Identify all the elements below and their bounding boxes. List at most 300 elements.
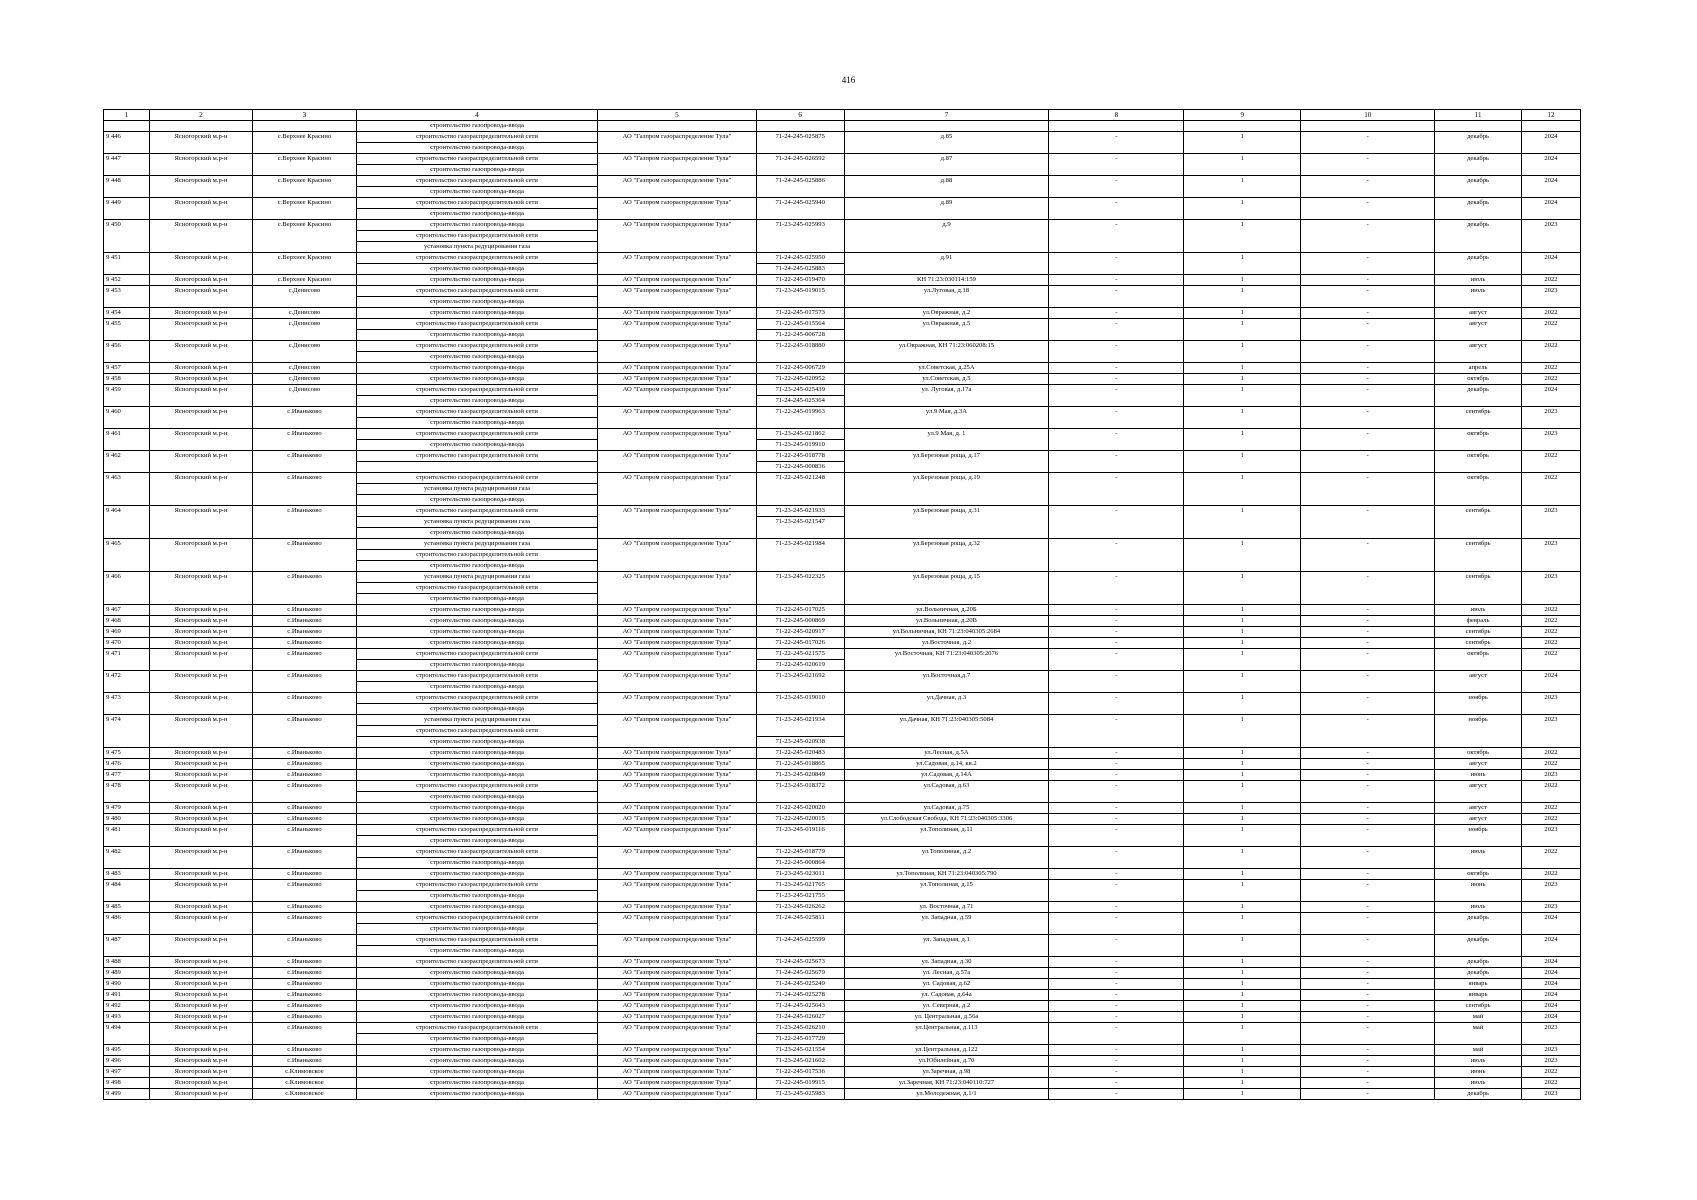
work-type-cell: строительство газопровода-ввода [356, 308, 597, 319]
count-cell: 1 [1184, 1012, 1301, 1023]
registry-number-cell [756, 583, 844, 594]
work-type-cell: строительство газопровода-ввода [356, 528, 597, 539]
year-cell: 2024 [1521, 957, 1580, 968]
page-number: 416 [841, 75, 856, 85]
registry-number-cell: 71-22-245-018880 [756, 341, 844, 352]
work-type-cell: строительство газопровода-ввода [356, 990, 597, 1001]
empty-cell [104, 121, 150, 132]
organization-cell: АО "Газпром газораспределение Тула" [598, 154, 757, 176]
count-cell: 1 [1184, 770, 1301, 781]
month-cell: май [1435, 1045, 1522, 1056]
year-cell: 2023 [1521, 572, 1580, 605]
registry-number-cell [756, 836, 844, 847]
settlement-cell: с.Иваньково [252, 616, 356, 627]
registry-number-cell [756, 550, 844, 561]
settlement-cell: с.Климовское [252, 1078, 356, 1089]
dash-cell: - [1301, 1056, 1435, 1067]
settlement-cell: с.Денисово [252, 319, 356, 341]
table-row [104, 638, 1581, 649]
registry-number-cell [756, 418, 844, 429]
table-row [104, 1012, 1581, 1023]
address-cell: ул.Тополиная, д.11 [844, 825, 1049, 847]
year-cell: 2024 [1521, 968, 1580, 979]
table-row [104, 913, 1581, 924]
registry-number-cell: 71-22-245-006729 [756, 363, 844, 374]
month-cell: октябрь [1435, 429, 1522, 451]
settlement-cell: с.Иваньково [252, 407, 356, 429]
count-cell: 1 [1184, 814, 1301, 825]
organization-cell: АО "Газпром газораспределение Тула" [598, 627, 757, 638]
work-type-cell: строительство газопровода-ввода [356, 836, 597, 847]
work-type-cell: строительство газопровода-ввода [356, 858, 597, 869]
organization-cell: АО "Газпром газораспределение Тула" [598, 935, 757, 957]
dash-cell: - [1049, 638, 1184, 649]
row-number-cell: 9 495 [104, 1045, 150, 1056]
dash-cell: - [1301, 176, 1435, 198]
district-cell: Ясногорский м.р-н [150, 308, 253, 319]
organization-cell: АО "Газпром газораспределение Тула" [598, 847, 757, 869]
work-type-cell: строительство газораспределительной сети [356, 506, 597, 517]
work-type-cell: строительство газопровода-ввода [356, 1034, 597, 1045]
row-number-cell: 9 455 [104, 319, 150, 341]
registry-number-cell [756, 297, 844, 308]
district-cell: Ясногорский м.р-н [150, 451, 253, 473]
dash-cell: - [1049, 132, 1184, 154]
district-cell: Ясногорский м.р-н [150, 770, 253, 781]
dash-cell: - [1049, 957, 1184, 968]
work-type-cell: строительство газопровода-ввода [356, 374, 597, 385]
registry-number-cell: 71-23-245-020849 [756, 770, 844, 781]
organization-cell: АО "Газпром газораспределение Тула" [598, 913, 757, 935]
row-number-cell: 9 491 [104, 990, 150, 1001]
address-cell: ул.Березовая роща, д.31 [844, 506, 1049, 539]
month-cell: декабрь [1435, 935, 1522, 957]
row-number-cell: 9 479 [104, 803, 150, 814]
dash-cell: - [1049, 1001, 1184, 1012]
registry-number-cell [756, 561, 844, 572]
organization-cell: АО "Газпром газораспределение Тула" [598, 671, 757, 693]
registry-number-cell: 71-22-245-015564 [756, 319, 844, 330]
work-type-cell: строительство газопровода-ввода [356, 616, 597, 627]
registry-number-cell: 71-22-245-020020 [756, 803, 844, 814]
address-cell: ул.Молодежная, д.1/1 [844, 1089, 1049, 1100]
work-type-cell: строительство газораспределительной сети [356, 847, 597, 858]
column-number: 4 [356, 110, 597, 121]
work-type-cell: строительство газопровода-ввода [356, 979, 597, 990]
row-number-cell: 9 452 [104, 275, 150, 286]
address-cell: ул.Березовая роща, д.17 [844, 451, 1049, 473]
year-cell: 2022 [1521, 748, 1580, 759]
work-type-cell: строительство газораспределительной сети [356, 957, 597, 968]
dash-cell: - [1049, 451, 1184, 473]
year-cell: 2022 [1521, 759, 1580, 770]
dash-cell: - [1301, 869, 1435, 880]
district-cell: Ясногорский м.р-н [150, 825, 253, 847]
count-cell: 1 [1184, 363, 1301, 374]
count-cell: 1 [1184, 572, 1301, 605]
row-number-cell: 9 459 [104, 385, 150, 407]
work-type-cell: строительство газораспределительной сети [356, 429, 597, 440]
dash-cell: - [1049, 880, 1184, 902]
address-cell: ул.Вольничная, д.20В [844, 616, 1049, 627]
table-row [104, 781, 1581, 792]
year-cell: 2022 [1521, 616, 1580, 627]
row-number-cell: 9 482 [104, 847, 150, 869]
work-type-cell: строительство газораспределительной сети [356, 913, 597, 924]
year-cell: 2022 [1521, 374, 1580, 385]
registry-number-cell: 71-24-245-025249 [756, 979, 844, 990]
count-cell: 1 [1184, 132, 1301, 154]
address-cell: ул. Восточная, д.71 [844, 902, 1049, 913]
settlement-cell: с.Верхнее Красино [252, 154, 356, 176]
organization-cell: АО "Газпром газораспределение Тула" [598, 308, 757, 319]
count-cell: 1 [1184, 286, 1301, 308]
organization-cell: АО "Газпром газораспределение Тула" [598, 979, 757, 990]
row-number-cell: 9 465 [104, 539, 150, 572]
dash-cell: - [1301, 407, 1435, 429]
address-cell: ул.Дачная, д.3 [844, 693, 1049, 715]
row-number-cell: 9 478 [104, 781, 150, 803]
organization-cell: АО "Газпром газораспределение Тула" [598, 869, 757, 880]
count-cell: 1 [1184, 451, 1301, 473]
district-cell: Ясногорский м.р-н [150, 220, 253, 253]
registry-number-cell: 71-22-245-017026 [756, 638, 844, 649]
settlement-cell: с.Иваньково [252, 1045, 356, 1056]
count-cell: 1 [1184, 341, 1301, 363]
table-row [104, 715, 1581, 726]
organization-cell: АО "Газпром газораспределение Тула" [598, 748, 757, 759]
dash-cell: - [1301, 1078, 1435, 1089]
table-row [104, 319, 1581, 330]
organization-cell: АО "Газпром газораспределение Тула" [598, 759, 757, 770]
dash-cell: - [1049, 1023, 1184, 1045]
dash-cell: - [1301, 1001, 1435, 1012]
month-cell: декабрь [1435, 176, 1522, 198]
year-cell: 2023 [1521, 429, 1580, 451]
work-type-cell: строительство газораспределительной сети [356, 176, 597, 187]
work-type-cell: строительство газораспределительной сети [356, 451, 597, 462]
registry-number-cell: 71-23-245-021547 [756, 517, 844, 528]
count-cell: 1 [1184, 825, 1301, 847]
work-type-cell: строительство газораспределительной сети [356, 1023, 597, 1034]
table-row [104, 176, 1581, 187]
district-cell: Ясногорский м.р-н [150, 902, 253, 913]
year-cell: 2023 [1521, 407, 1580, 429]
month-cell: июнь [1435, 1067, 1522, 1078]
empty-cell [150, 121, 253, 132]
month-cell: август [1435, 671, 1522, 693]
district-cell: Ясногорский м.р-н [150, 407, 253, 429]
settlement-cell: с.Иваньково [252, 649, 356, 671]
district-cell: Ясногорский м.р-н [150, 275, 253, 286]
registry-number-cell: 71-22-245-017729 [756, 1034, 844, 1045]
month-cell: май [1435, 1023, 1522, 1045]
dash-cell: - [1301, 220, 1435, 253]
count-cell: 1 [1184, 319, 1301, 341]
district-cell: Ясногорский м.р-н [150, 429, 253, 451]
organization-cell: АО "Газпром газораспределение Тула" [598, 990, 757, 1001]
district-cell: Ясногорский м.р-н [150, 473, 253, 506]
month-cell: июль [1435, 275, 1522, 286]
table-row [104, 616, 1581, 627]
registry-number-cell: 71-22-245-020917 [756, 627, 844, 638]
count-cell: 1 [1184, 506, 1301, 539]
row-number-cell: 9 489 [104, 968, 150, 979]
address-cell: ул.Восточная, КН 71:23:040305:2076 [844, 649, 1049, 671]
row-number-cell: 9 487 [104, 935, 150, 957]
registry-number-cell: 71-24-245-026592 [756, 154, 844, 165]
registry-number-cell: 71-23-245-025983 [756, 1089, 844, 1100]
row-number-cell: 9 496 [104, 1056, 150, 1067]
empty-cell [1521, 121, 1580, 132]
dash-cell: - [1049, 847, 1184, 869]
dash-cell: - [1301, 770, 1435, 781]
dash-cell: - [1049, 374, 1184, 385]
dash-cell: - [1301, 506, 1435, 539]
work-type-cell: строительство газопровода-ввода [356, 891, 597, 902]
settlement-cell: с.Денисово [252, 286, 356, 308]
address-cell: ул.Луговая, д.18 [844, 286, 1049, 308]
column-number: 7 [844, 110, 1049, 121]
dash-cell: - [1049, 275, 1184, 286]
address-cell: ул.Вольничная, д.20Б [844, 605, 1049, 616]
month-cell: июль [1435, 1078, 1522, 1089]
year-cell: 2024 [1521, 979, 1580, 990]
settlement-cell: с.Иваньково [252, 803, 356, 814]
row-number-cell: 9 461 [104, 429, 150, 451]
dash-cell: - [1049, 781, 1184, 803]
year-cell: 2023 [1521, 880, 1580, 902]
registry-number-cell: 71-23-245-025439 [756, 385, 844, 396]
district-cell: Ясногорский м.р-н [150, 605, 253, 616]
month-cell: август [1435, 814, 1522, 825]
month-cell: декабрь [1435, 968, 1522, 979]
organization-cell: АО "Газпром газораспределение Тула" [598, 825, 757, 847]
month-cell: август [1435, 341, 1522, 363]
month-cell: июль [1435, 1056, 1522, 1067]
district-cell: Ясногорский м.р-н [150, 253, 253, 275]
count-cell: 1 [1184, 979, 1301, 990]
work-type-cell: строительство газопровода-ввода [356, 660, 597, 671]
year-cell: 2024 [1521, 671, 1580, 693]
dash-cell: - [1049, 1056, 1184, 1067]
column-number: 3 [252, 110, 356, 121]
table-row [104, 385, 1581, 396]
registry-number-cell: 71-24-245-025599 [756, 935, 844, 946]
registry-number-cell: 71-23-245-018372 [756, 781, 844, 792]
dash-cell: - [1049, 869, 1184, 880]
address-cell: ул.Вольничная, КН 71:23:040305:2684 [844, 627, 1049, 638]
work-type-cell: строительство газопровода-ввода [356, 165, 597, 176]
year-cell: 2023 [1521, 693, 1580, 715]
organization-cell: АО "Газпром газораспределение Тула" [598, 407, 757, 429]
address-cell: ул.9 Мая, д. 1 [844, 429, 1049, 451]
work-type-cell: установка пункта редуцирования газа [356, 517, 597, 528]
year-cell: 2022 [1521, 341, 1580, 363]
dash-cell: - [1301, 341, 1435, 363]
dash-cell: - [1049, 770, 1184, 781]
count-cell: 1 [1184, 198, 1301, 220]
dash-cell: - [1049, 341, 1184, 363]
dash-cell: - [1301, 539, 1435, 572]
month-cell: июнь [1435, 880, 1522, 902]
table-row [104, 308, 1581, 319]
work-type-cell: строительство газораспределительной сети [356, 385, 597, 396]
row-number-cell: 9 456 [104, 341, 150, 363]
work-type-cell: строительство газопровода-ввода [356, 275, 597, 286]
count-cell: 1 [1184, 957, 1301, 968]
work-type-cell: строительство газораспределительной сети [356, 253, 597, 264]
registry-number-cell: 71-23-245-019910 [756, 440, 844, 451]
row-number-cell: 9 448 [104, 176, 150, 198]
dash-cell: - [1049, 627, 1184, 638]
row-number-cell: 9 447 [104, 154, 150, 176]
count-cell: 1 [1184, 638, 1301, 649]
registry-number-cell: 71-22-245-006728 [756, 330, 844, 341]
district-cell: Ясногорский м.р-н [150, 319, 253, 341]
year-cell: 2022 [1521, 319, 1580, 341]
count-cell: 1 [1184, 715, 1301, 748]
registry-number-cell: 71-23-245-021755 [756, 891, 844, 902]
month-cell: октябрь [1435, 649, 1522, 671]
empty-cell [756, 121, 844, 132]
organization-cell: АО "Газпром газораспределение Тула" [598, 1045, 757, 1056]
registry-number-cell: 71-23-245-021554 [756, 1045, 844, 1056]
registry-number-cell: 71-23-245-021692 [756, 671, 844, 682]
count-cell: 1 [1184, 176, 1301, 198]
work-type-cell: строительство газопровода-ввода [356, 748, 597, 759]
table-row [104, 1001, 1581, 1012]
dash-cell: - [1301, 363, 1435, 374]
table-row [104, 902, 1581, 913]
count-cell: 1 [1184, 539, 1301, 572]
count-cell: 1 [1184, 1001, 1301, 1012]
district-cell: Ясногорский м.р-н [150, 1012, 253, 1023]
work-type-cell: строительство газопровода-ввода [356, 187, 597, 198]
settlement-cell: с.Иваньково [252, 781, 356, 803]
table-row [104, 748, 1581, 759]
month-cell: сентябрь [1435, 407, 1522, 429]
row-number-cell: 9 476 [104, 759, 150, 770]
dash-cell: - [1049, 671, 1184, 693]
column-number: 11 [1435, 110, 1522, 121]
registry-number-cell: 71-23-245-019010 [756, 693, 844, 704]
dash-cell: - [1049, 1045, 1184, 1056]
district-cell: Ясногорский м.р-н [150, 880, 253, 902]
work-type-cell: строительство газораспределительной сети [356, 880, 597, 891]
registry-number-cell: 71-23-245-023011 [756, 869, 844, 880]
count-cell: 1 [1184, 990, 1301, 1001]
dash-cell: - [1301, 374, 1435, 385]
count-cell: 1 [1184, 902, 1301, 913]
district-cell: Ясногорский м.р-н [150, 374, 253, 385]
settlement-cell: с.Иваньково [252, 990, 356, 1001]
district-cell: Ясногорский м.р-н [150, 363, 253, 374]
row-number-cell: 9 460 [104, 407, 150, 429]
address-cell: ул.Центральная, д.113 [844, 1023, 1049, 1045]
count-cell: 1 [1184, 429, 1301, 451]
month-cell: сентябрь [1435, 539, 1522, 572]
work-type-cell: строительство газораспределительной сети [356, 550, 597, 561]
work-type-cell: строительство газораспределительной сети [356, 693, 597, 704]
settlement-cell: с.Климовское [252, 1067, 356, 1078]
count-cell: 1 [1184, 935, 1301, 957]
year-cell: 2022 [1521, 363, 1580, 374]
registry-number-cell: 71-22-245-018865 [756, 759, 844, 770]
address-cell: ул.Юбилейная, д.70 [844, 1056, 1049, 1067]
count-cell: 1 [1184, 1023, 1301, 1045]
row-number-cell: 9 480 [104, 814, 150, 825]
year-cell: 2022 [1521, 451, 1580, 473]
settlement-cell: с.Верхнее Красино [252, 275, 356, 286]
organization-cell: АО "Газпром газораспределение Тула" [598, 1001, 757, 1012]
table-row [104, 935, 1581, 946]
registry-number-cell: 71-23-245-019116 [756, 825, 844, 836]
year-cell: 2022 [1521, 638, 1580, 649]
organization-cell: АО "Газпром газораспределение Тула" [598, 319, 757, 341]
work-type-cell: строительство газораспределительной сети [356, 154, 597, 165]
table-row [104, 825, 1581, 836]
row-number-cell: 9 488 [104, 957, 150, 968]
organization-cell: АО "Газпром газораспределение Тула" [598, 451, 757, 473]
row-number-cell: 9 466 [104, 572, 150, 605]
registry-number-cell: 71-22-245-017536 [756, 1067, 844, 1078]
work-type-cell [356, 462, 597, 473]
count-cell: 1 [1184, 275, 1301, 286]
table-row [104, 770, 1581, 781]
empty-cell [844, 121, 1049, 132]
registry-number-cell: 71-22-245-019963 [756, 407, 844, 418]
organization-cell: АО "Газпром газораспределение Тула" [598, 880, 757, 902]
count-cell: 1 [1184, 1067, 1301, 1078]
organization-cell: АО "Газпром газораспределение Тула" [598, 1089, 757, 1100]
dash-cell: - [1301, 814, 1435, 825]
registry-number-cell: 71-24-245-026027 [756, 1012, 844, 1023]
district-cell: Ясногорский м.р-н [150, 847, 253, 869]
registry-number-cell: 71-22-245-019470 [756, 275, 844, 286]
table-row [104, 1056, 1581, 1067]
row-number-cell: 9 467 [104, 605, 150, 616]
settlement-cell: с.Верхнее Красино [252, 253, 356, 275]
work-type-cell: установка пункта редуцирования газа [356, 539, 597, 550]
address-cell: ул. Лесная, д.57а [844, 968, 1049, 979]
address-cell: ул. Западная, д.30 [844, 957, 1049, 968]
dash-cell: - [1301, 198, 1435, 220]
organization-cell: АО "Газпром газораспределение Тула" [598, 341, 757, 363]
dash-cell: - [1049, 407, 1184, 429]
month-cell: декабрь [1435, 957, 1522, 968]
column-number: 1 [104, 110, 150, 121]
work-type-cell: строительство газопровода-ввода [356, 440, 597, 451]
dash-cell: - [1301, 319, 1435, 341]
year-cell: 2022 [1521, 473, 1580, 506]
dash-cell: - [1049, 473, 1184, 506]
work-type-cell: строительство газопровода-ввода [356, 418, 597, 429]
dash-cell: - [1301, 979, 1435, 990]
registry-number-cell [756, 528, 844, 539]
row-number-cell: 9 464 [104, 506, 150, 539]
organization-cell: АО "Газпром газораспределение Тула" [598, 770, 757, 781]
address-cell: ул.Советская, д.25А [844, 363, 1049, 374]
registry-number-cell: 71-22-245-020015 [756, 814, 844, 825]
district-cell: Ясногорский м.р-н [150, 759, 253, 770]
registry-number-cell [756, 187, 844, 198]
month-cell: август [1435, 781, 1522, 803]
settlement-cell: с.Иваньково [252, 957, 356, 968]
month-cell: ноябрь [1435, 715, 1522, 748]
work-type-cell: строительство газопровода-ввода [356, 627, 597, 638]
registry-number-cell [756, 495, 844, 506]
